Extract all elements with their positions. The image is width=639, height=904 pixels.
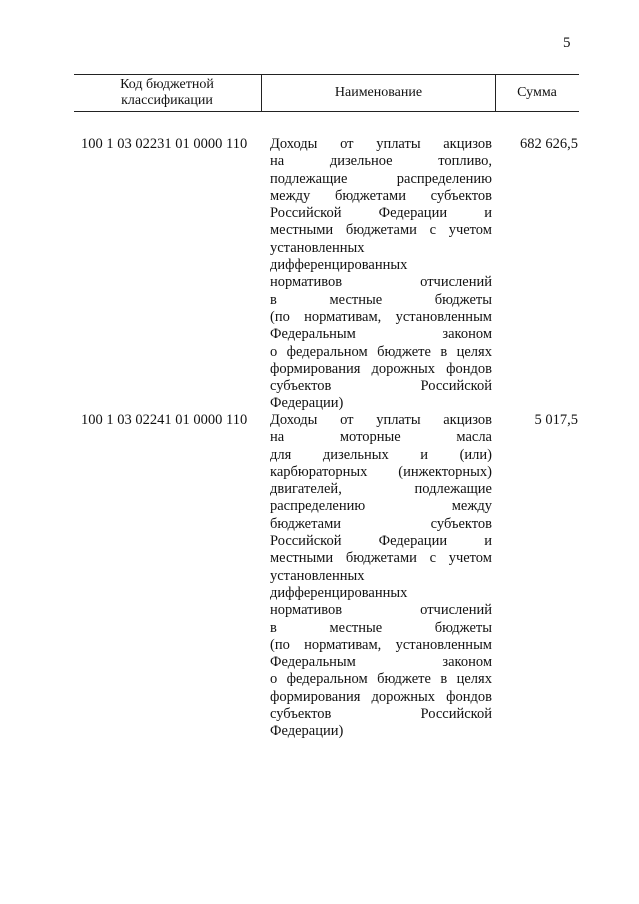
row-name-line: [270, 292, 492, 309]
word: уплаты: [376, 412, 421, 428]
row-sum: 5 017,5: [534, 412, 578, 428]
word: акцизов: [443, 412, 492, 428]
word: местные: [329, 619, 383, 636]
row-name-line: [270, 171, 492, 188]
row-name-line: дифференцированных: [270, 257, 408, 274]
word: топливо,: [438, 153, 492, 170]
header-name-column: Наименование: [261, 75, 496, 111]
word: местными: [270, 222, 334, 239]
word: моторные: [339, 429, 401, 446]
row-name-line: [270, 498, 492, 515]
word: бюджете: [377, 343, 431, 360]
word: в: [440, 343, 448, 360]
row-name-line: [270, 361, 492, 378]
row-name-line: [270, 274, 492, 291]
word: на: [270, 429, 285, 446]
word: (инжекторных): [398, 463, 492, 480]
word: бюджетами: [345, 222, 417, 239]
word: дорожных: [371, 688, 436, 705]
row-name: [270, 412, 492, 741]
word: федеральном: [286, 671, 368, 688]
word: субъектов: [430, 187, 492, 204]
word: Доходы: [270, 412, 318, 428]
row-name-line: [270, 429, 492, 446]
word: двигателей,: [270, 481, 342, 498]
word: законом: [442, 654, 492, 671]
word: распределению: [270, 498, 366, 515]
row-name-line: [270, 309, 492, 326]
word: бюджетами: [270, 515, 341, 532]
word: между: [451, 498, 492, 515]
row-name-line: [270, 378, 492, 395]
word: (по: [270, 308, 290, 325]
word: фондов: [446, 688, 492, 705]
row-name-line: [270, 550, 492, 567]
row-name-line: [270, 654, 492, 671]
word: распределению: [396, 170, 492, 187]
word: нормативов: [270, 274, 343, 291]
row-name-line: установленных: [270, 239, 365, 256]
word: Доходы: [270, 136, 318, 152]
row-name-line: [270, 136, 492, 153]
word: фондов: [446, 360, 492, 377]
word: отчислений: [420, 274, 492, 291]
word: отчислений: [420, 602, 492, 619]
word: нормативов: [270, 602, 343, 619]
word: масла: [456, 429, 492, 446]
row-name-line: [270, 412, 492, 429]
word: целях: [456, 671, 492, 688]
word: местные: [329, 291, 383, 308]
row-name-line: [270, 344, 492, 361]
row-name-line: [270, 689, 492, 706]
word: карбюраторных: [270, 463, 368, 480]
word: установленным: [395, 636, 492, 653]
word: нормативам,: [304, 636, 382, 653]
row-name-line: [270, 447, 492, 464]
word: субъектов: [430, 515, 492, 532]
row-name-line: [270, 620, 492, 637]
row-name-line: [270, 602, 492, 619]
word: о: [270, 343, 278, 360]
word: дорожных: [371, 360, 436, 377]
row-sum: 682 626,5: [520, 136, 578, 152]
word: формирования: [270, 360, 361, 377]
word: уплаты: [376, 136, 421, 152]
word: Российской: [420, 706, 492, 723]
row-code: 100 1 03 02231 01 0000 110: [81, 136, 248, 152]
header-sum-column: Сумма: [517, 85, 557, 100]
word: Российской: [420, 378, 492, 395]
word: дизельное: [329, 153, 393, 170]
word: подлежащие: [414, 481, 492, 498]
word: бюджетами: [345, 550, 417, 567]
word: от: [340, 412, 354, 428]
row-name-line: дифференцированных: [270, 584, 408, 601]
row-name-line: Федерации): [270, 395, 344, 412]
word: в: [440, 671, 448, 688]
row-name-line: [270, 326, 492, 343]
word: между: [270, 187, 311, 204]
row-name: [270, 136, 492, 413]
word: законом: [442, 326, 492, 343]
row-name-line: [270, 222, 492, 239]
word: федеральном: [286, 343, 368, 360]
table-header: [74, 74, 579, 112]
word: дизельных: [322, 446, 389, 463]
row-name-line: установленных: [270, 567, 365, 584]
word: нормативам,: [304, 308, 382, 325]
word: с: [429, 550, 436, 567]
word: Федерации: [378, 205, 448, 222]
word: с: [429, 222, 436, 239]
word: для: [270, 446, 292, 463]
header-code-column: Код бюджетной классификации: [120, 77, 214, 108]
row-name-line: [270, 637, 492, 654]
word: формирования: [270, 688, 361, 705]
word: учетом: [448, 550, 492, 567]
page-number: 5: [563, 35, 571, 51]
word: и: [484, 205, 492, 222]
word: подлежащие: [270, 170, 348, 187]
row-name-line: Федерации): [270, 723, 344, 740]
word: субъектов: [270, 378, 332, 395]
word: субъектов: [270, 706, 332, 723]
word: и: [420, 446, 429, 463]
word: Российской: [270, 533, 342, 550]
word: Российской: [270, 205, 342, 222]
row-code: 100 1 03 02241 01 0000 110: [81, 412, 248, 428]
row-name-line: [270, 188, 492, 205]
word: бюджетами: [334, 187, 406, 204]
word: бюджете: [377, 671, 431, 688]
word: местными: [270, 550, 334, 567]
row-name-line: [270, 481, 492, 498]
word: учетом: [448, 222, 492, 239]
word: от: [340, 136, 354, 152]
row-name-line: [270, 516, 492, 533]
word: о: [270, 671, 278, 688]
word: акцизов: [443, 136, 492, 152]
word: и: [484, 533, 492, 550]
word: установленным: [395, 308, 492, 325]
row-name-line: [270, 205, 492, 222]
word: бюджеты: [434, 619, 492, 636]
row-name-line: [270, 153, 492, 170]
row-name-line: [270, 706, 492, 723]
word: в: [270, 619, 277, 636]
word: Федеральным: [270, 326, 356, 343]
word: (по: [270, 636, 290, 653]
word: в: [270, 291, 277, 308]
row-name-line: [270, 464, 492, 481]
row-name-line: [270, 671, 492, 688]
word: (или): [459, 446, 492, 463]
word: целях: [456, 343, 492, 360]
word: Федерации: [378, 533, 448, 550]
word: бюджеты: [434, 291, 492, 308]
row-name-line: [270, 533, 492, 550]
word: Федеральным: [270, 654, 356, 671]
word: на: [270, 153, 285, 170]
